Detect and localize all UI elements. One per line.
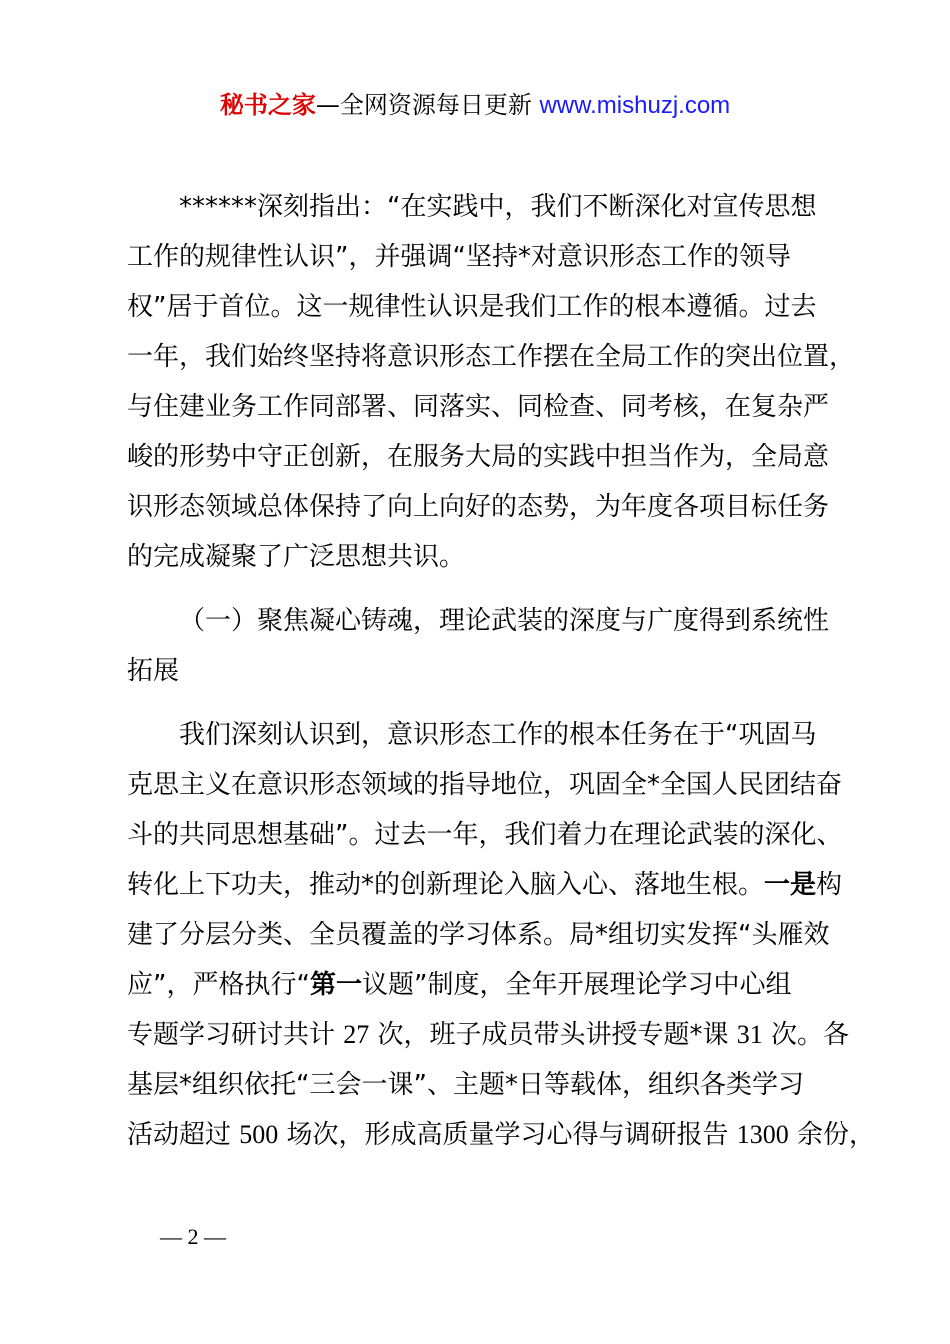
paragraph-theory xyxy=(127,710,876,1160)
text-segment: 余份， xyxy=(788,1120,876,1150)
text-segment: 场次，形成高质量学习心得与调研报告 xyxy=(278,1120,737,1150)
text-line xyxy=(127,1010,850,1060)
number-value: 1300 xyxy=(736,1120,789,1149)
number-value: 31 xyxy=(736,1020,763,1049)
section-heading xyxy=(127,596,832,696)
bold-marker: 一是 xyxy=(764,870,817,900)
text-line: 峻的形势中守正创新，在服务大局的实践中担当作为，全局意 xyxy=(127,442,830,472)
text-line xyxy=(127,960,832,1010)
text-line: 我们深刻认识到，意识形态工作的根本任务在于“巩固马 xyxy=(179,720,817,750)
text-segment: 活动超过 xyxy=(127,1120,240,1150)
site-url-link[interactable]: www.mishuzj.com xyxy=(539,92,731,119)
text-line: 一年，我们始终坚持将意识形态工作摆在全局工作的突出位置， xyxy=(127,342,856,372)
text-line: 基层*组织依托“三会一课”、主题*日等载体，组织各类学习 xyxy=(127,1070,804,1100)
site-tagline: —全网资源每日更新 xyxy=(315,91,540,119)
heading-line: （一）聚焦凝心铸魂，理论武装的深度与广度得到系统性 xyxy=(179,606,830,636)
text-line: 建了分层分类、全员覆盖的学习体系。局*组切实发挥“头雁效 xyxy=(127,920,830,950)
bold-marker: 第一 xyxy=(309,970,362,1000)
text-segment: 次。各 xyxy=(762,1020,850,1050)
number-value: 500 xyxy=(239,1120,279,1149)
text-line xyxy=(127,860,843,910)
text-line: 克思主义在意识形态领域的指导地位，巩固全*全国人民团结奋 xyxy=(127,770,843,800)
text-line: 的完成凝聚了广泛思想共识。 xyxy=(127,542,466,572)
text-line: ******深刻指出：“在实践中，我们不断深化对宣传思想 xyxy=(179,192,817,222)
text-segment: 专题学习研讨共计 xyxy=(127,1020,344,1050)
heading-line: 拓展 xyxy=(127,656,180,686)
text-segment: 次，班子成员带头讲授专题*课 xyxy=(369,1020,737,1050)
text-line: 工作的规律性认识”，并强调“坚持*对意识形态工作的领导 xyxy=(127,242,791,272)
site-header xyxy=(0,88,950,123)
paragraph-intro xyxy=(127,182,856,582)
page-number: — 2 — xyxy=(160,1224,226,1249)
text-segment: 构 xyxy=(816,870,843,900)
text-line: 与住建业务工作同部署、同落实、同检查、同考核，在复杂严 xyxy=(127,392,830,422)
text-segment: 应”，严格执行“ xyxy=(127,970,310,1000)
text-segment: 议题”制度，全年开展理论学习中心组 xyxy=(361,970,792,1000)
text-line: 识形态领域总体保持了向上向好的态势，为年度各项目标任务 xyxy=(127,492,830,522)
text-line: 权”居于首位。这一规律性认识是我们工作的根本遵循。过去 xyxy=(127,292,817,322)
text-line: 斗的共同思想基础”。过去一年，我们着力在理论武装的深化、 xyxy=(127,820,843,850)
number-value: 27 xyxy=(343,1020,370,1049)
site-brand: 秘书之家 xyxy=(219,91,316,119)
document-body xyxy=(127,182,876,1160)
text-segment: 转化上下功夫，推动*的创新理论入脑入心、落地生根。 xyxy=(127,870,765,900)
text-line xyxy=(127,1110,876,1160)
